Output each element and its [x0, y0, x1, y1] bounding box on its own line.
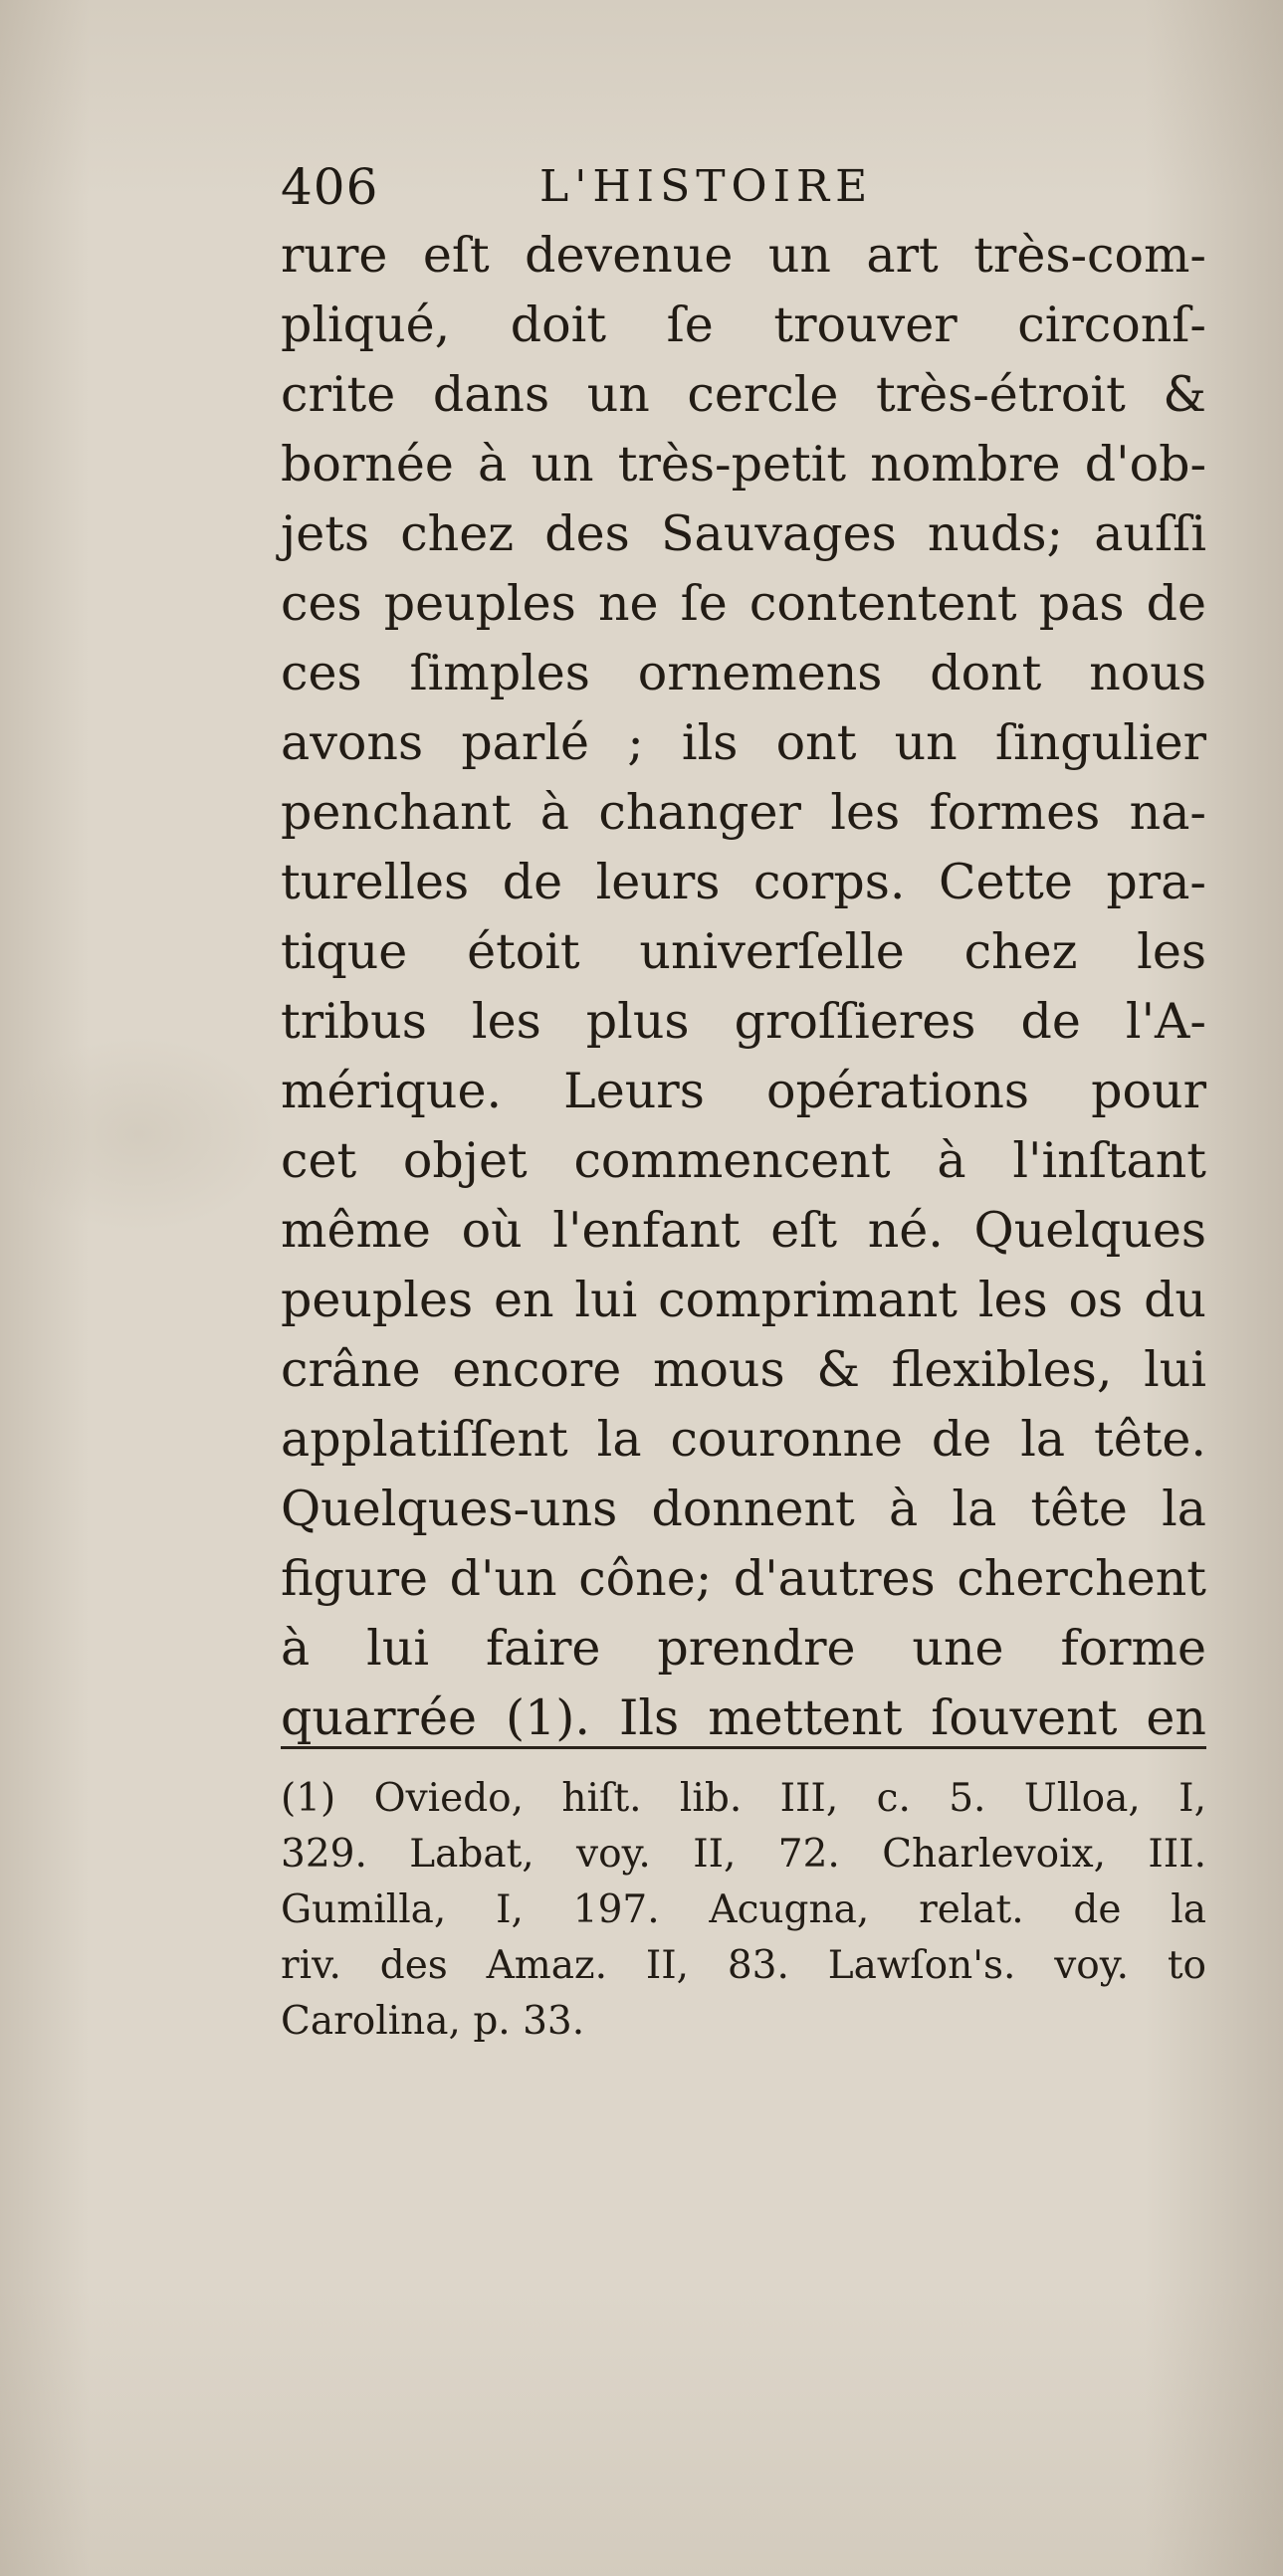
- text-line: Quelques-uns donnent à la tête la: [281, 1481, 1206, 1537]
- footnotes: [281, 1771, 1206, 2050]
- text-line: mérique. Leurs opérations pour: [281, 1063, 1206, 1119]
- footnote-line: riv. des Amaz. II, 83. Lawſon's. voy. to: [281, 1943, 1206, 1988]
- footnote-line: 329. Labat, voy. II, 72. Charlevoix, III.: [281, 1832, 1206, 1877]
- text-line: bornée à un très-petit nombre d'ob-: [281, 436, 1206, 493]
- body-text: [281, 221, 1206, 1753]
- footnote-rule: [281, 1746, 1206, 1749]
- running-head: [281, 157, 1216, 217]
- text-line: figure d'un cône; d'autres cherchent: [281, 1550, 1206, 1607]
- text-line: turelles de leurs corps. Cette pra-: [281, 854, 1206, 910]
- text-line: cet objet commencent à l'inſtant: [281, 1132, 1206, 1189]
- footnote-line: Gumilla, I, 197. Acugna, relat. de la: [281, 1887, 1206, 1932]
- text-line: jets chez des Sauvages nuds; auſſi: [281, 505, 1206, 562]
- text-line: avons parlé ; ils ont un ſingulier: [281, 714, 1206, 771]
- text-line: même où l'enfant eſt né. Quelques: [281, 1202, 1206, 1259]
- running-title: L'HISTOIRE: [539, 161, 874, 212]
- text-line: tribus les plus groſſieres de l'A-: [281, 993, 1206, 1050]
- footnote-line: Carolina, p. 33.: [281, 1999, 585, 2044]
- text-line: crâne encore mous & flexibles, lui: [281, 1341, 1206, 1398]
- text-line: ces peuples ne ſe contentent pas de: [281, 575, 1206, 632]
- text-line: quarrée (1). Ils mettent ſouvent en: [281, 1689, 1206, 1746]
- text-line: peuples en lui comprimant les os du: [281, 1272, 1206, 1328]
- text-line: tique étoit univerſelle chez les: [281, 923, 1206, 980]
- text-line: rure eſt devenue un art très-com-: [281, 227, 1206, 284]
- text-line: crite dans un cercle très-étroit &: [281, 366, 1206, 423]
- footnote-line: (1) Oviedo, hiſt. lib. III, c. 5. Ulloa, I,: [281, 1776, 1206, 1821]
- text-line: ces ſimples ornemens dont nous: [281, 645, 1206, 701]
- text-line: à lui faire prendre une forme: [281, 1620, 1206, 1677]
- page-number: 406: [281, 158, 379, 216]
- paper-stain: [0, 1035, 279, 1234]
- text-line: penchant à changer les formes na-: [281, 784, 1206, 841]
- text-line: pliqué, doit ſe trouver circonſ-: [281, 297, 1206, 353]
- text-line: applatiſſent la couronne de la tête.: [281, 1411, 1206, 1468]
